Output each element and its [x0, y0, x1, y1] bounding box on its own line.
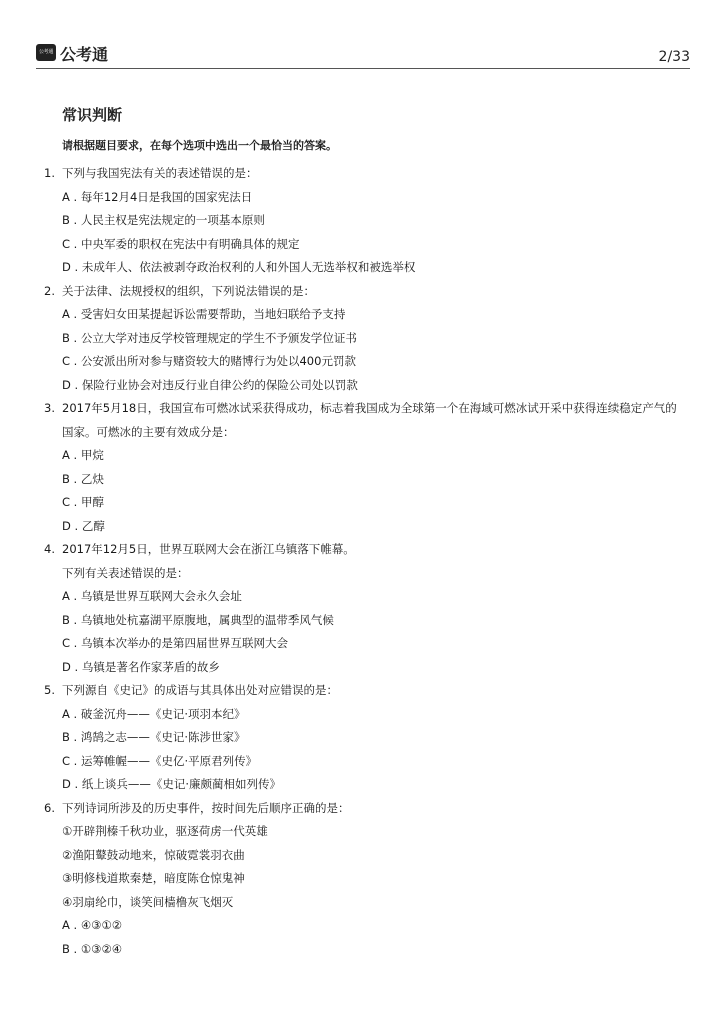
- page-header: [36, 40, 690, 69]
- logo-text: 公考通: [60, 45, 109, 64]
- question-text: 下列与我国宪法有关的表述错误的是：: [62, 166, 258, 180]
- question-stem-continued: [0, 867, 724, 891]
- question-stem: [0, 162, 724, 186]
- question-stem: [0, 797, 724, 821]
- question-text: 下列源自《史记》的成语与其具体出处对应错误的是：: [62, 683, 338, 697]
- question-stem: [0, 397, 724, 421]
- answer-option: A . 破釜沉舟——《史记·项羽本纪》: [62, 706, 246, 721]
- answer-option: C . 公安派出所对参与赌资较大的赌博行为处以400元罚款: [62, 354, 356, 368]
- answer-option: D . 乌镇是著名作家茅盾的故乡: [62, 659, 220, 674]
- question-stem-continued: [0, 891, 724, 915]
- logo-icon: 公考通: [36, 44, 56, 61]
- question-stem-continued: [0, 820, 724, 844]
- question-list: [0, 162, 724, 961]
- page-number: 2/33: [658, 49, 690, 65]
- section-title: 常识判断: [62, 106, 123, 124]
- answer-option: B . 乌镇地处杭嘉湖平原腹地，属典型的温带季风气候: [62, 612, 334, 627]
- answer-option: B . ①③②④: [62, 941, 123, 956]
- answer-option: D . 乙醇: [62, 518, 105, 533]
- question-text: ①开辟荆榛千秋功业，驱逐荷虏一代英雄: [62, 824, 268, 838]
- question-text: ②渔阳鼙鼓动地来，惊破霓裳羽衣曲: [62, 847, 245, 862]
- answer-option: C . 甲醇: [62, 495, 104, 509]
- question-stem: [0, 538, 724, 562]
- answer-option: A . 受害妇女田某提起诉讼需要帮助，当地妇联给予支持: [62, 307, 346, 321]
- question-number: 5.: [44, 683, 55, 697]
- question-stem: [0, 280, 724, 304]
- question-stem-continued: [0, 562, 724, 586]
- answer-option: D . 保险行业协会对违反行业自律公约的保险公司处以罚款: [62, 377, 358, 392]
- answer-option: B . 乙炔: [62, 471, 104, 486]
- answer-option: A . 乌镇是世界互联网大会永久会址: [62, 589, 242, 603]
- answer-option: A . ④③①②: [62, 918, 123, 932]
- question-text: 关于法律、法规授权的组织，下列说法错误的是：: [62, 283, 315, 298]
- question-stem-continued: [0, 844, 724, 868]
- question-text: 下列有关表述错误的是：: [62, 565, 189, 580]
- question-stem: [0, 679, 724, 703]
- question-stem-continued: [0, 421, 724, 445]
- answer-option: D . 纸上谈兵——《史记·廉颇蔺相如列传》: [62, 777, 281, 791]
- question-text: ③明修栈道欺秦楚，暗度陈仓惊鬼神: [62, 871, 245, 885]
- answer-option: A . 每年12月4日是我国的国家宪法日: [62, 189, 253, 204]
- answer-option: C . 运筹帷幄——《史亿·平原君列传》: [62, 753, 258, 768]
- question-number: 1.: [44, 166, 55, 180]
- question-number: 4.: [44, 542, 55, 556]
- answer-option: B . 公立大学对违反学校管理规定的学生不予颁发学位证书: [62, 330, 357, 345]
- answer-option: B . 鸿鹄之志——《史记·陈涉世家》: [62, 730, 246, 744]
- answer-option: C . 乌镇本次举办的是第四届世界互联网大会: [62, 636, 288, 650]
- answer-option: C . 中央军委的职权在宪法中有明确具体的规定: [62, 236, 300, 251]
- instruction-text: 请根据题目要求，在每个选项中选出一个最恰当的答案。: [62, 139, 337, 152]
- question-number: 6.: [44, 800, 55, 815]
- question-text: ④羽扇纶巾，谈笑间樯橹灰飞烟灭: [62, 894, 234, 909]
- question-number: 2.: [44, 283, 55, 298]
- answer-option: B . 人民主权是宪法规定的一项基本原则: [62, 213, 265, 227]
- question-text: 2017年12月5日，世界互联网大会在浙江乌镇落下帷幕。: [62, 542, 355, 556]
- question-text: 下列诗词所涉及的历史事件，按时间先后顺序正确的是：: [62, 800, 350, 815]
- question-number: 3.: [44, 401, 55, 415]
- question-text: 国家。可燃冰的主要有效成分是：: [62, 424, 235, 439]
- question-text: 2017年5月18日，我国宣布可燃冰试采获得成功，标志着我国成为全球第一个在海域可燃冰试开采中获得连续稳定产气的: [62, 401, 677, 415]
- answer-option: A . 甲烷: [62, 448, 104, 462]
- answer-option: D . 未成年人、依法被剥夺政治权利的人和外国人无选举权和被选举权: [62, 260, 416, 274]
